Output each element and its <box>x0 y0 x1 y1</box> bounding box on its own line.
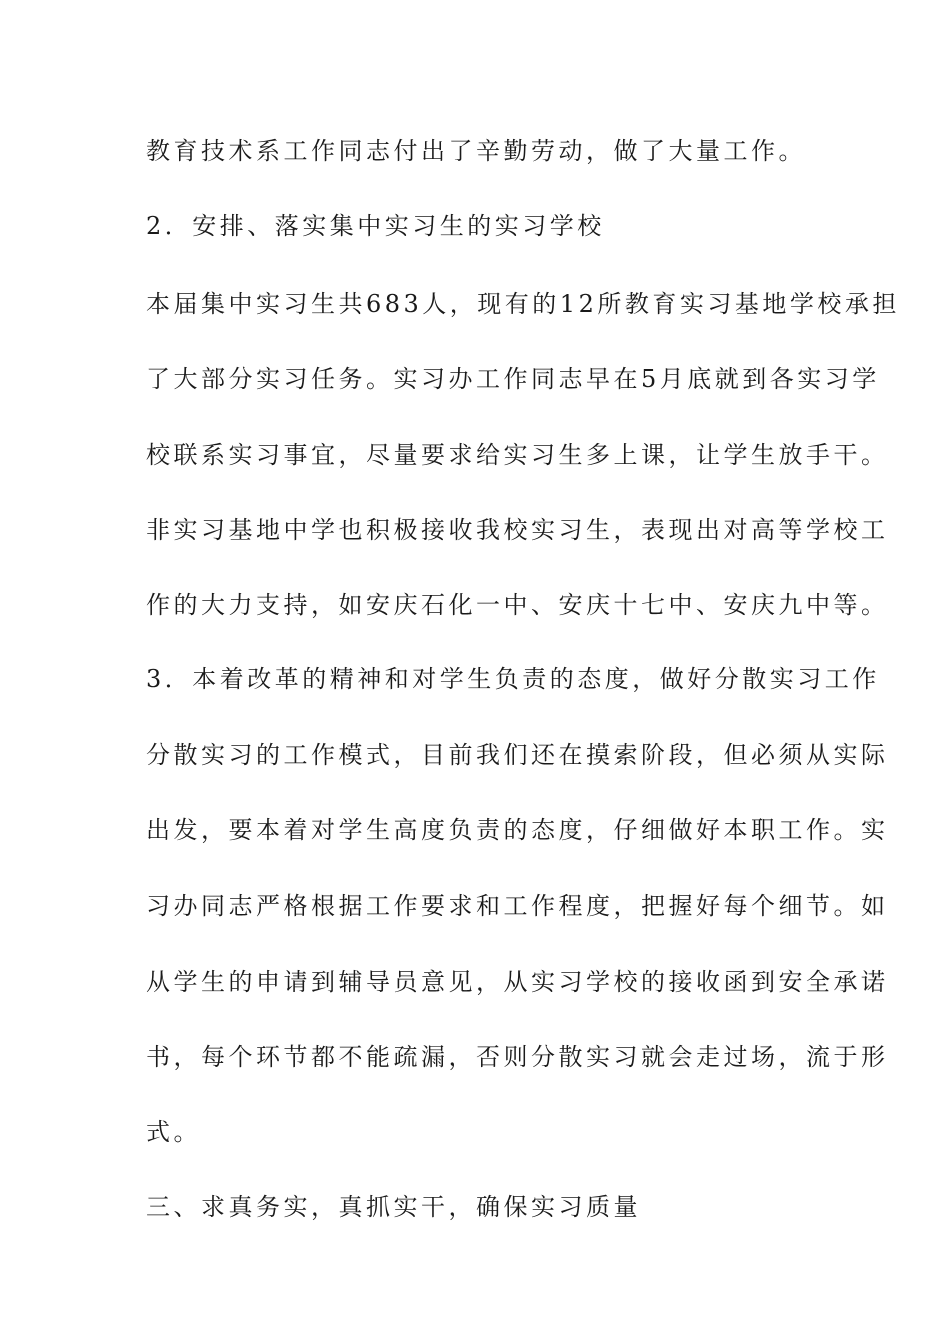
paragraph-line: 作的大力支持，如安庆石化一中、安庆十七中、安庆九中等。 <box>146 591 889 619</box>
section-heading-2: 2．安排、落实集中实习生的实习学校 <box>146 212 605 240</box>
paragraph-line: 习办同志严格根据工作要求和工作程度，把握好每个细节。如 <box>146 892 889 920</box>
paragraph-line: 从学生的申请到辅导员意见，从实习学校的接收函到安全承诺 <box>146 968 889 996</box>
paragraph-line: 出发，要本着对学生高度负责的态度，仔细做好本职工作。实 <box>146 816 889 844</box>
paragraph-line: 书，每个环节都不能疏漏，否则分散实习就会走过场，流于形 <box>146 1043 889 1071</box>
paragraph-line: 本届集中实习生共683人，现有的12所教育实习基地学校承担 <box>146 290 900 318</box>
section-heading-three: 三、求真务实，真抓实干，确保实习质量 <box>146 1193 641 1221</box>
paragraph-line: 校联系实习事宜，尽量要求给实习生多上课，让学生放手干。 <box>146 441 889 469</box>
paragraph-line: 式。 <box>146 1118 201 1146</box>
paragraph-line: 教育技术系工作同志付出了辛勤劳动，做了大量工作。 <box>146 137 806 165</box>
paragraph-line: 非实习基地中学也积极接收我校实习生，表现出对高等学校工 <box>146 516 889 544</box>
paragraph-line: 分散实习的工作模式，目前我们还在摸索阶段，但必须从实际 <box>146 741 889 769</box>
paragraph-line: 了大部分实习任务。实习办工作同志早在5月底就到各实习学 <box>146 365 880 393</box>
section-heading-3: 3．本着改革的精神和对学生负责的态度，做好分散实习工作 <box>146 665 880 693</box>
